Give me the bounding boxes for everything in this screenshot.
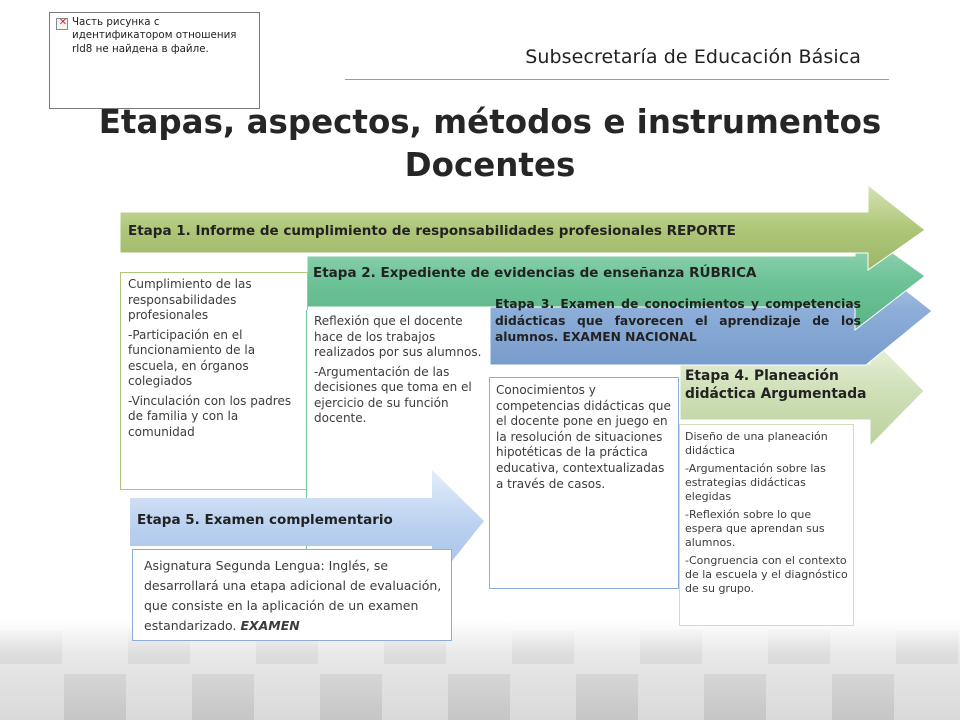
etapa-5-description (132, 549, 452, 641)
page-title-line-1: Etapas, aspectos, métodos e instrumentos (98, 103, 882, 141)
subsecretaria-heading: Subsecretaría de Educación Básica (525, 46, 861, 68)
etapa-1-item: -Participación en el funcionamiento de la escuela, en órganos colegiados (128, 327, 256, 388)
etapa-5-label: Etapa 5. Examen complementario (137, 512, 393, 528)
etapa-4-label: Etapa 4. Planeación didáctica Argumentada (685, 368, 867, 402)
etapa-5-emphasis: EXAMEN (240, 618, 300, 633)
etapa-2-item: Reflexión que el docente hace de los trabajos realizados por sus alumnos. (314, 314, 482, 359)
etapa-4-item: -Congruencia con el contexto de la escuela y el diagnóstico de su grupo. (685, 554, 848, 595)
etapa-5-text: Asignatura Segunda Lengua: Inglés, se desarrollará una etapa adicional de evaluación, que consiste en la aplicación de un examen estandarizado. (144, 558, 442, 633)
etapa-1-item: Cumplimiento de las responsabilidades profesionales (128, 277, 252, 322)
etapa-2-label: Etapa 2. Expediente de evidencias de enseñanza RÚBRICA (313, 265, 757, 281)
page-title-line-2: Docentes (404, 146, 576, 184)
etapa-4-item: Diseño de una planeación didáctica (685, 430, 828, 457)
etapa-1-label: Etapa 1. Informe de cumplimiento de responsabilidades profesionales REPORTE (128, 223, 736, 239)
etapa-2-item: -Argumentación de las decisiones que toma en el ejercicio de su función docente. (314, 364, 472, 425)
missing-image-message: Часть рисунка с идентификатором отношения rId8 не найдена в файле. (72, 16, 237, 55)
etapa-1-item: -Vinculación con los padres de familia y con la comunidad (128, 393, 292, 439)
etapa-3-label: Etapa 3. Examen de conocimientos y competencias didácticas que favorecen el aprendizaje de los alumnos. EXAMEN NACIONAL (495, 297, 861, 344)
etapa-4-item: -Argumentación sobre las estrategias didácticas elegidas (685, 462, 826, 503)
etapa-4-item: -Reflexión sobre lo que espera que aprendan sus alumnos. (685, 508, 825, 549)
etapa-3-item: Conocimientos y competencias didácticas que el docente pone en juego en la resolución de situaciones hipotéticas de la práctica educativa, contextualizadas a través de casos. (496, 383, 671, 491)
